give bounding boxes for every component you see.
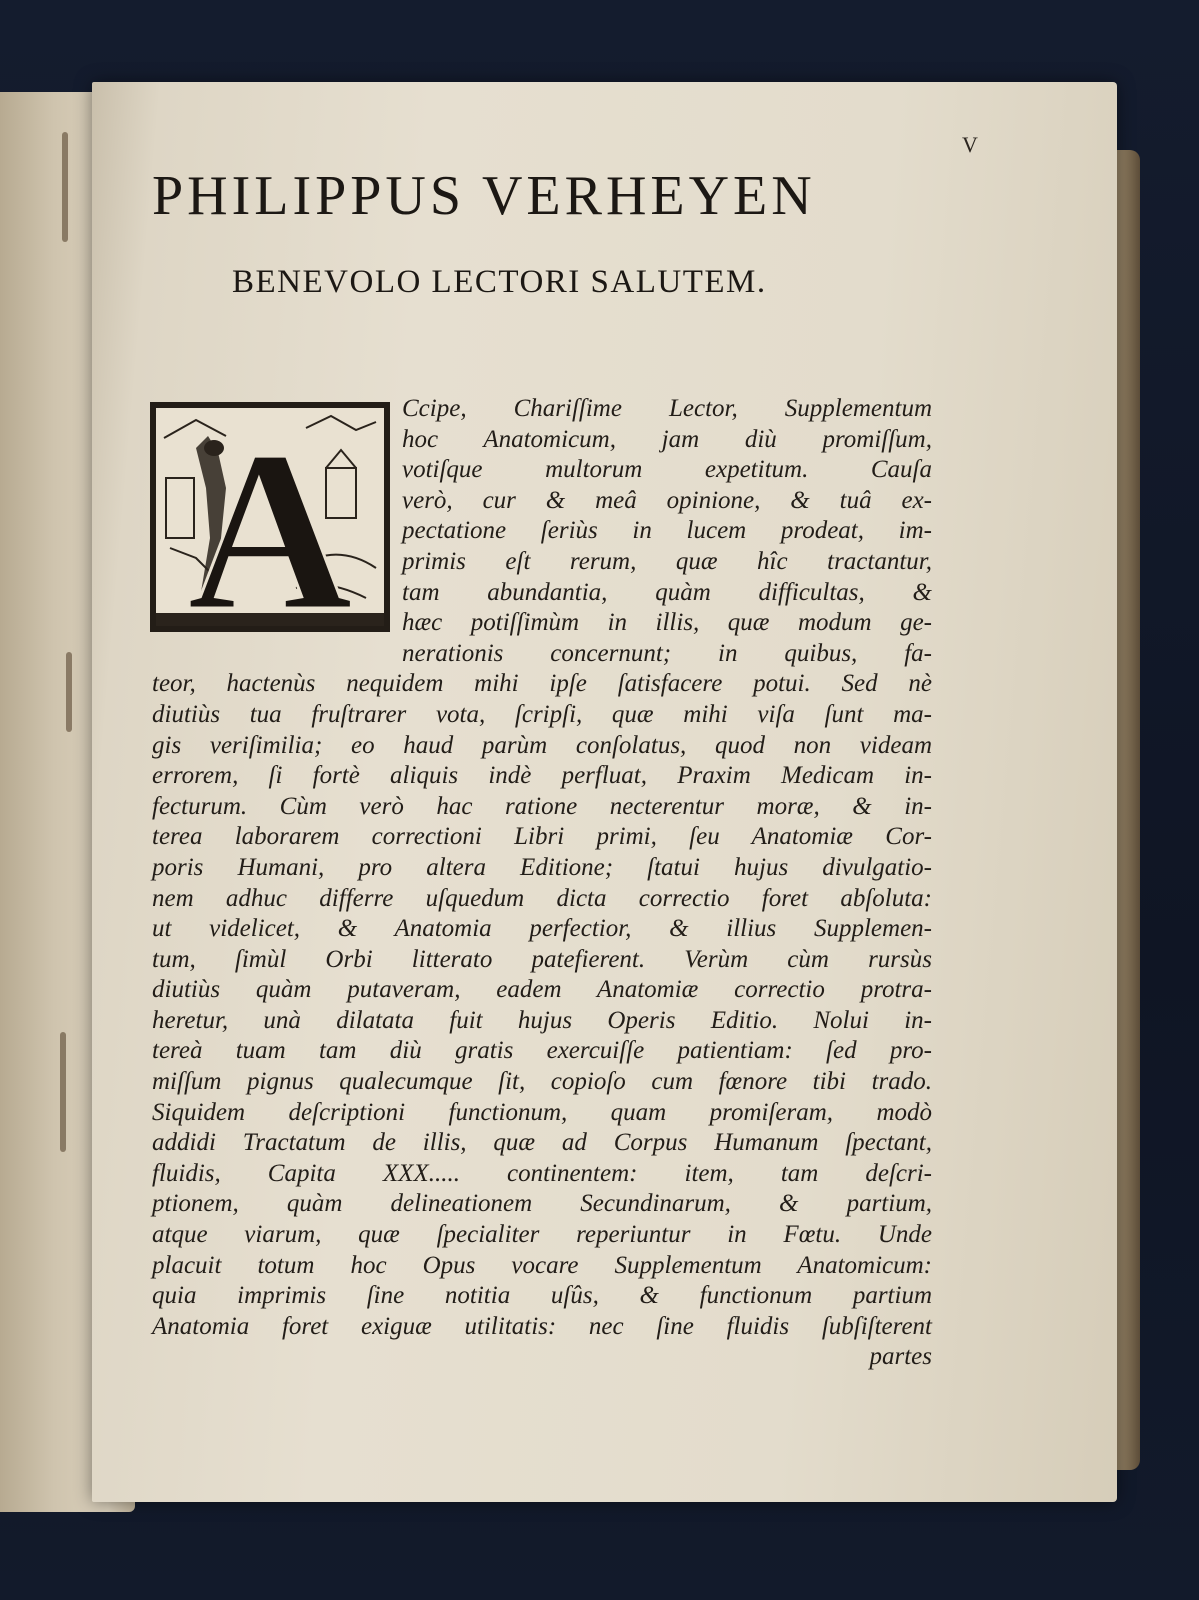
body-text <box>152 394 932 1373</box>
text-line: verò, cur & meâ opinione, & tuâ ex- <box>402 486 932 514</box>
text-line: nem adhuc differre uſquedum dicta correctio foret abſoluta: <box>152 884 932 912</box>
text-line: Anatomia foret exiguæ utilitatis: nec ſine fluidis ſubſiſterent <box>152 1312 932 1340</box>
text-line: tum, ſimùl Orbi litterato patefierent. Verùm cùm rursùs <box>152 945 932 973</box>
text-line: errorem, ſi fortè aliquis indè perfluat, Praxim Medicam in- <box>152 762 932 790</box>
text-line: heretur, unà dilatata fuit hujus Operis Editio. Nolui in- <box>152 1006 932 1034</box>
page-number: V <box>962 132 978 157</box>
text-line: fluidis, Capita XXX..... continentem: item, tam deſcri- <box>152 1159 932 1187</box>
text-line: quia imprimis ſine notitia uſûs, & functionum partium <box>152 1282 932 1310</box>
text-line: votiſque multorum expetitum. Cauſa <box>402 456 932 484</box>
text-line: Ccipe, Chariſſime Lector, Supplementum <box>402 395 932 422</box>
greeting-heading: BENEVOLO LECTORI SALUTEM. <box>232 264 767 300</box>
author-heading: PHILIPPUS VERHEYEN <box>152 165 816 227</box>
text-line: nerationis concernunt; in quibus, fa- <box>402 639 932 667</box>
drop-cap-letter: A <box>186 408 354 626</box>
text-line: diutiùs tua fruſtrarer vota, ſcripſi, quæ mihi viſa ſunt ma- <box>152 700 932 728</box>
text-line: poris Humani, pro altera Editione; ſtatui hujus divulgatio- <box>152 853 932 881</box>
text-line: atque viarum, quæ ſpecialiter reperiuntur in Fœtu. Unde <box>152 1221 932 1249</box>
text-line: tereà tuam tam diù gratis exercuiſſe patientiam: ſed pro- <box>152 1037 932 1065</box>
text-line: pectatione ſeriùs in lucem prodeat, im- <box>402 517 932 545</box>
text-line: primis eſt rerum, quæ hîc tractantur, <box>402 547 932 575</box>
text-line: tam abundantia, quàm difficultas, & <box>402 578 932 606</box>
book-page <box>92 82 1117 1502</box>
text-line: hæc potiſſimùm in illis, quæ modum ge- <box>402 609 932 637</box>
text-line: placuit totum hoc Opus vocare Supplementum Anatomicum: <box>152 1251 932 1279</box>
text-line: teor, hactenùs nequidem mihi ipſe ſatisfacere potui. Sed nè <box>152 670 932 698</box>
text-line: ptionem, quàm delineationem Secundinarum, & partium, <box>152 1190 932 1218</box>
text-line: ut videlicet, & Anatomia perfectior, & illius Supplemen- <box>152 915 932 943</box>
text-line: fecturum. Cùm verò hac ratione necterentur moræ, & in- <box>152 792 932 820</box>
binding-thread <box>60 1032 66 1152</box>
text-line: Siquidem deſcriptioni functionum, quam promiſeram, modò <box>152 1098 932 1126</box>
binding-thread <box>62 132 68 242</box>
text-line: diutiùs quàm putaveram, eadem Anatomiæ correctio protra- <box>152 976 932 1004</box>
text-line: gis veriſimilia; eo haud parùm conſolatus, quod non videam <box>152 731 932 759</box>
text-line: terea laborarem correctioni Libri primi, ſeu Anatomiæ Cor- <box>152 823 932 851</box>
text-line: addidi Tractatum de illis, quæ ad Corpus Humanum ſpectant, <box>152 1129 932 1157</box>
binding-thread <box>66 652 72 732</box>
catchword: partes <box>869 1343 932 1371</box>
text-line: miſſum pignus qualecumque ſit, copioſo cum fœnore tibi trado. <box>152 1068 932 1096</box>
text-line: hoc Anatomicum, jam diù promiſſum, <box>402 425 932 453</box>
